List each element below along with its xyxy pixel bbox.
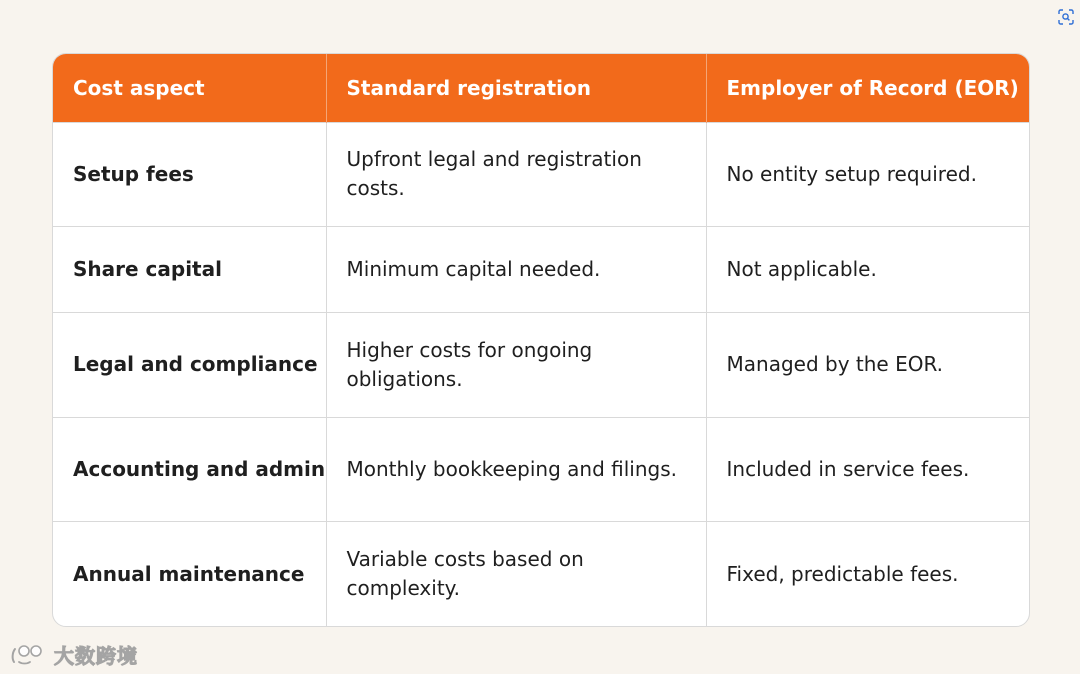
row-eor-cell: No entity setup required. <box>706 122 1029 226</box>
row-standard-cell: Higher costs for ongoing obligations. <box>326 313 706 417</box>
table-row <box>53 313 1029 417</box>
table-row <box>53 226 1029 312</box>
row-eor-cell: Fixed, predictable fees. <box>706 522 1029 626</box>
wechat-logo-icon <box>10 642 50 668</box>
row-standard-cell: Variable costs based on complexity. <box>326 522 706 626</box>
comparison-table-card <box>52 53 1030 627</box>
row-aspect-cell: Setup fees <box>53 122 326 226</box>
scan-icon[interactable] <box>1056 7 1076 27</box>
header-eor: Employer of Record (EOR) <box>706 54 1029 122</box>
table-row <box>53 522 1029 626</box>
row-standard-cell: Monthly bookkeeping and filings. <box>326 417 706 521</box>
watermark-text: 大数跨境 <box>54 644 138 668</box>
header-cost-aspect: Cost aspect <box>53 54 326 122</box>
row-standard-cell: Upfront legal and registration costs. <box>326 122 706 226</box>
row-aspect-cell: Share capital <box>53 226 326 312</box>
row-aspect-cell: Accounting and admin <box>53 417 326 521</box>
row-aspect-cell: Legal and compliance <box>53 313 326 417</box>
row-aspect-cell: Annual maintenance <box>53 522 326 626</box>
table-row <box>53 417 1029 521</box>
row-eor-cell: Managed by the EOR. <box>706 313 1029 417</box>
row-eor-cell: Not applicable. <box>706 226 1029 312</box>
watermark <box>10 640 138 669</box>
header-standard-registration: Standard registration <box>326 54 706 122</box>
row-standard-cell: Minimum capital needed. <box>326 226 706 312</box>
comparison-table <box>53 54 1029 626</box>
row-eor-cell: Included in service fees. <box>706 417 1029 521</box>
table-header-row <box>53 54 1029 122</box>
table-row <box>53 122 1029 226</box>
